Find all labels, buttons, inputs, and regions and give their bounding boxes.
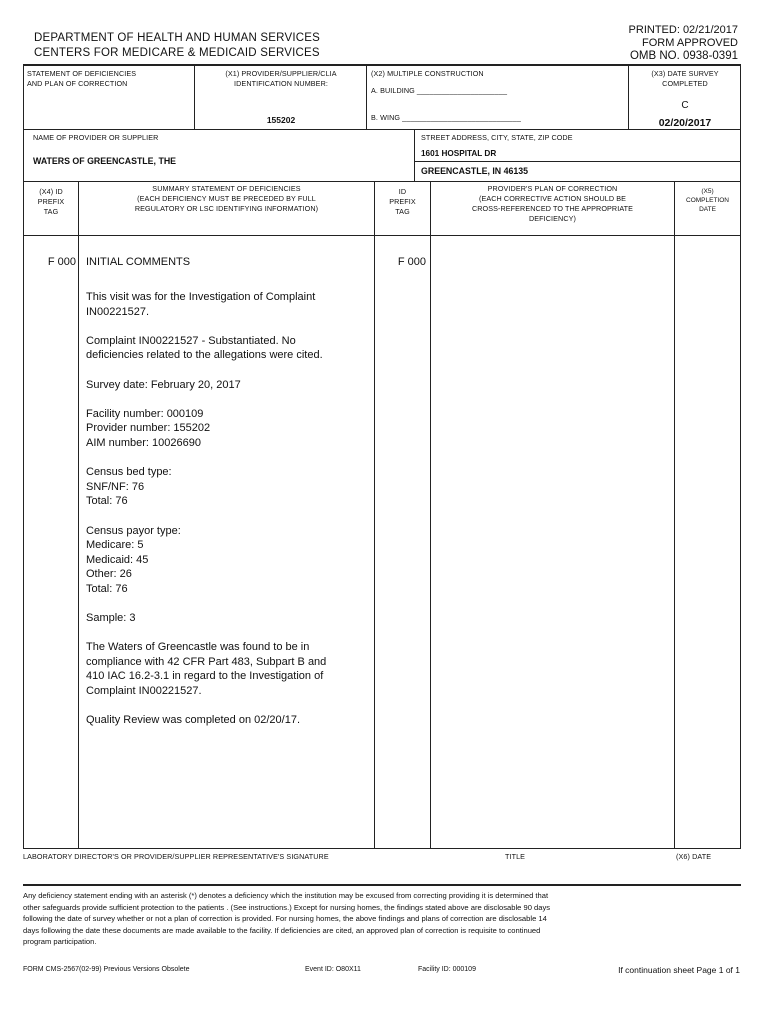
survey-code: C (681, 100, 689, 111)
x2-building: A. BUILDING ______________________ (371, 86, 508, 95)
paragraph-survey-date: Survey date: February 20, 2017 (86, 378, 241, 391)
event-id: Event ID: O80X11 (305, 966, 361, 973)
left-border (23, 64, 24, 849)
x1-label: (X1) PROVIDER/SUPPLIER/CLIA IDENTIFICATION NUMBER: (225, 69, 337, 88)
x3-label: (X3) DATE SURVEY COMPLETED (651, 69, 719, 88)
x1-divider (194, 64, 195, 129)
disclaimer: Any deficiency statement ending with an asterisk (*) denotes a deficiency which the institution may be excused from correcting providing it is determined that other safeguards provide sufficient protection to the patients . (See instructions.) Except for nursing homes, the findings stated above are disclosable 90 days following the date of survey whether or not a plan of correction is provided. For nursing homes, the above findings and plans of correction are disclosable 14 days following the date these documents are made available to the facility. If deficiencies are cited, an approved plan of correction is requisite to continued program participation. (23, 891, 551, 946)
summary-header: SUMMARY STATEMENT OF DEFICIENCIES (EACH DEFICIENCY MUST BE PRECEDED BY FULL REGULATORY OR LSC IDENTIFYING INFORMATION) (134, 184, 319, 213)
form-number: FORM CMS-2567(02-99) Previous Versions Obsolete (23, 966, 190, 973)
paragraph-census-payor: Census payor type: Medicare: 5 Medicaid: 45 Other: 26 Total: 76 (86, 524, 181, 595)
body-bottom-border (23, 848, 741, 849)
paragraph-visit: This visit was for the Investigation of Complaint IN00221527. (86, 291, 316, 318)
x2-divider (366, 64, 367, 129)
paragraph-census-bed: Census bed type: SNF/NF: 76 Total: 76 (86, 466, 172, 508)
paragraph-complaint: Complaint IN00221527 - Substantiated. No deficiencies related to the allegations were cited. (86, 334, 323, 362)
facility-id: Facility ID: 000109 (418, 966, 476, 973)
x4-header: (X4) ID PREFIX TAG (37, 187, 65, 216)
address-divider (414, 129, 415, 181)
agency-name: CENTERS FOR MEDICARE & MEDICAID SERVICES (34, 47, 320, 59)
id-header: ID PREFIX TAG (389, 187, 416, 216)
plan-header: PROVIDER'S PLAN OF CORRECTION (EACH CORRECTIVE ACTION SHOULD BE CROSS-REFERENCED TO THE APPROPRIATE DEFICIENCY) (471, 184, 634, 223)
signature-bottom-border (23, 884, 741, 886)
x2-label: (X2) MULTIPLE CONSTRUCTION (371, 69, 484, 78)
signature-label: LABORATORY DIRECTOR'S OR PROVIDER/SUPPLIER REPRESENTATIVE'S SIGNATURE (23, 852, 329, 861)
box-top-border (23, 64, 741, 66)
provider-name: WATERS OF GREENCASTLE, THE (33, 156, 177, 166)
address-label: STREET ADDRESS, CITY, STATE, ZIP CODE (421, 133, 573, 142)
x2-wing: B. WING _____________________________ (371, 113, 521, 122)
deficiency-tag-right: F 000 (397, 256, 426, 268)
paragraph-compliance: The Waters of Greencastle was found to be in compliance with 42 CFR Part 483, Subpart B and 410 IAC 16.2-3.1 in regard to the Investigation of Complaint IN00221527. (86, 641, 327, 698)
title-label: TITLE (505, 852, 526, 861)
provider-id-number: 155202 (266, 115, 296, 125)
entry-heading: INITIAL COMMENTS (86, 256, 191, 268)
printed-date: PRINTED: 02/21/2017 (628, 24, 738, 36)
provider-row-bottom (23, 181, 741, 182)
deficiency-tag-left: F 000 (47, 256, 76, 268)
box-mid-border (23, 129, 741, 130)
survey-completed-date: 02/20/2017 (658, 117, 712, 129)
x4-column-divider (78, 181, 79, 849)
entry-body (86, 290, 371, 728)
x3-divider (628, 64, 629, 129)
paragraph-facility-info: Facility number: 000109 Provider number: 155202 AIM number: 10026690 (86, 407, 211, 449)
plan-column-divider (674, 181, 675, 849)
signature-date-label: (X6) DATE (676, 852, 712, 861)
street-address: 1601 HOSPITAL DR (421, 149, 497, 158)
x5-header: (X5) COMPLETION DATE (686, 188, 729, 213)
statement-label: STATEMENT OF DEFICIENCIES AND PLAN OF CORRECTION (27, 69, 137, 88)
city-state-zip: GREENCASTLE, IN 46135 (421, 166, 529, 176)
paragraph-sample: Sample: 3 (86, 612, 136, 625)
form-info (629, 24, 738, 63)
summary-column-divider (374, 181, 375, 849)
paragraph-quality-review: Quality Review was completed on 02/20/17. (86, 714, 301, 727)
provider-name-label: NAME OF PROVIDER OR SUPPLIER (33, 133, 159, 142)
form-approved: FORM APPROVED (642, 37, 738, 49)
page-continuation: If continuation sheet Page 1 of 1 (618, 965, 740, 975)
right-border (740, 64, 741, 849)
column-header-bottom (23, 235, 741, 236)
department-header (34, 31, 320, 61)
address-line-separator (414, 161, 740, 162)
department-name: DEPARTMENT OF HEALTH AND HUMAN SERVICES (34, 32, 320, 44)
id-column-divider (430, 181, 431, 849)
omb-number: OMB NO. 0938-0391 (629, 50, 738, 62)
